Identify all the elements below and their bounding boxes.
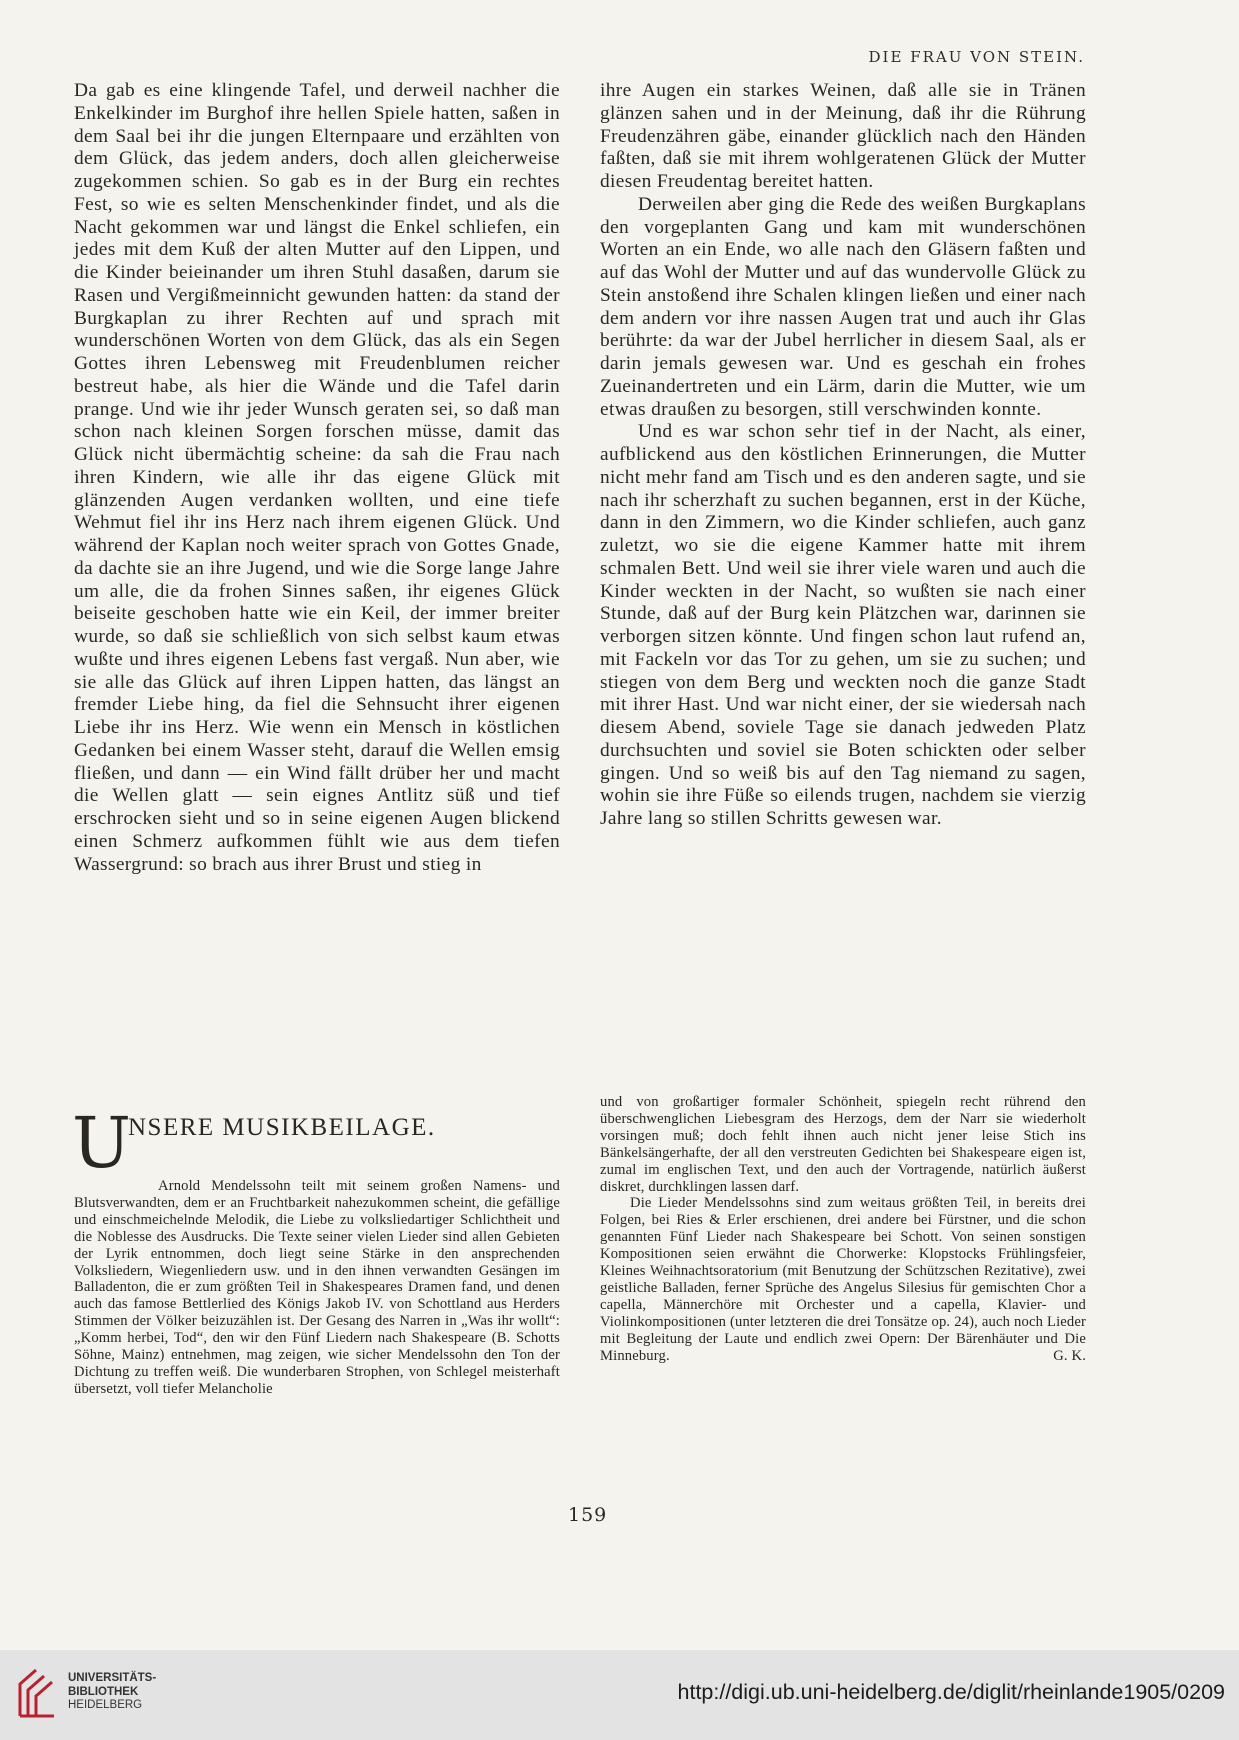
story-paragraph: Und es war schon sehr tief in der Nacht, als einer, aufblickend aus den köstlichen Erinnerungen, die Mutter nicht mehr fand am Tisch und es den anderen sagte, und sie nach ihr scherzhaft zu suchen begannen, erst in der Küche, dann in den Zimmern, wo die Kinder schliefen, auch ganz zuletzt, wo sie die eigene Kammer hatte mit ihrem schmalen Bett. Und weil sie ihrer viele waren und auch die Kinder weckten in der Nacht, so wußten sie nach einer Stunde, daß auf der Burg kein Plätzchen war, darinnen sie verborgen sitzen könnte. Und fingen schon laut rufend an, mit Fackeln vor das Tor zu gehen, um sie zu suchen; und stiegen von dem Berg und weckten noch die ganze Stadt mit ihrer Hast. Und war nicht einer, der sie wiedersah nach diesem Abend, soviele Tage sie danach jedweden Platz durchsuchten und soviel sie Boten schickten oder selber gingen. Und so weiß bis auf den Tag niemand zu sagen, wohin sie ihre Füße so eilends trugen, nachdem sie vierzig Jahre lang so stillen Schritts gewesen war.	[600, 421, 1086, 829]
library-name-line: HEIDELBERG	[68, 1699, 143, 1711]
page-number: 159	[568, 1504, 608, 1526]
story-paragraph: Derweilen aber ging die Rede des weißen Burgkaplans den vorgeplanten Gang und kam mit wunderschönen Worten an ein Ende, wo alle nach den Gläsern faßten und auf das Wohl der Mutter und auf das wundervolle Glück zu Stein anstoßend ihre Schalen klingen ließen und einer nach dem andern vor ihre nassen Augen trat und auch ihr Glas berührte: da war der Jubel herrlicher in diesem Saal, als er darin jemals gewesen war. Und es geschah ein frohes Zueinandertreten und ein Lärm, darin die Mutter, wie um etwas draußen zu besorgen, still verschwinden konnte.	[600, 193, 1086, 420]
author-signature: G. K.	[1053, 1347, 1086, 1364]
library-name-line: BIBLIOTHEK	[68, 1685, 139, 1698]
music-left-column	[72, 1102, 560, 1398]
music-paragraph-text: Die Lieder Mendelssohns sind zum weitaus größten Teil, in bereits drei Folgen, bei Ries & Erler erschienen, drei andere bei Fürstner, und die schon genannten Fünf Lieder nach Shakespeare bei Schott. Von seinen sonstigen Kompositionen seien erwähnt die Chorwerke: Klopstocks Frühlingsfeier, Kleines Weihnachtsoratorium (mit Benutzung der Schützschen Rezitative), zwei geistliche Balladen, ferner Sprüche des Angelus Silesius für gemischten Chor a capella, Männerchöre mit Orchester und a capella, Klavier- und Violinkompositionen (unter letzteren die drei Tonsätze op. 24), auch noch Lieder mit Begleitung der Laute und endlich zwei Opern: Der Bärenhäuter und Die Minneburg.	[600, 1195, 1086, 1364]
music-paragraph: und von großartiger formaler Schönheit, spiegeln recht rührend den überschwenglichen Liebesgram des Herzogs, dem der Narr sie wiederholt vorsingen muß; doch fehlt ihnen auch nicht jener leise Stich ins Bänkelsängerhafte, der all den verstreuten Gedichten bei Shakespeare eigen ist, zumal im englischen Text, und den auch der Vortragende, natürlich äußerst diskret, durchklingen lassen darf.	[600, 1094, 1086, 1195]
story-left-column	[74, 80, 560, 876]
footer-bar	[0, 1650, 1239, 1740]
library-logo-icon	[14, 1664, 60, 1720]
story-paragraph: ihre Augen ein starkes Weinen, daß alle sie in Tränen glänzen sahen und in der Meinung, daß ihr die Rührung Freudenzähren gäbe, einander glücklich nach den Händen faßten, daß sie mit ihrem wohlgeratenen Glück der Mutter diesen Freudentag bereitet hatten.	[600, 80, 1086, 192]
drop-cap: U	[72, 1102, 132, 1184]
library-name	[68, 1672, 156, 1713]
story-paragraph: Da gab es eine klingende Tafel, und derweil nachher die Enkelkinder im Burghof ihre hellen Spiele hatten, saßen in dem Saal bei ihr die jungen Elternpaare und erzählten von dem Glück, das jedem anders, doch allen gleicherweise zugekommen schien. So gab es in der Burg ein rechtes Fest, so wie es selten Menschenkinder findet, und als die Nacht gekommen war und längst die Enkel schliefen, ein jedes mit dem Kuß der alten Mutter auf den Lippen, und die Kinder beieinander um ihren Stuhl dasaßen, darum sie Rasen und Vergißmeinnicht gewunden hatten: da stand der Burgkaplan zu ihrer Rechten auf und sprach mit wunderschönen Worten von dem Glück, das als ein Segen Gottes ihren Lebensweg mit Freudenblumen reicher bestreut habe, als hier die Wände und die Tafel darin prange. Und wie ihr jeder Wunsch geraten sei, so daß man schon nach kleinen Sorgen forschen müsse, damit das Glück nicht übermächtig scheine: da sah die Frau nach ihren Kindern, wie alle ihr das eigene Glück mit glänzenden Augen verdanken wollten, und eine tiefe Wehmut fiel ihr ins Herz nach ihrem eigenen Glück. Und während der Kaplan noch weiter sprach von Gottes Gnade, da dachte sie an ihre Jugend, und wie die Sorge lange Jahre um alle, die da frohen Sinnes saßen, ihr eigenes Glück beiseite geschoben hatte wie ein Keil, der immer breiter wurde, so daß sie schließlich von sich selbst kaum etwas wußte und ihres eigenen Lebens fast vergaß. Nun aber, wie sie alle das Glück auf ihren Lippen hatten, das längst an fremder Liebe hing, da fiel die Sehnsucht ihrer eigenen Liebe ihr ins Herz. Wie wenn ein Mensch in köstlichen Gedanken bei einem Wasser steht, darauf die Wellen emsig fließen, und dann — ein Wind fällt drüber her und macht die Wellen glatt — sein eignes Antlitz süß und tief erschrocken sieht und so in seine eigenen Augen blickend einen Schmerz aufkommen fühlt wie aus dem tiefen Wassergrund: so brach aus ihrer Brust und stieg in	[74, 80, 560, 875]
library-name-line: UNIVERSITÄTS-	[68, 1672, 157, 1684]
section-heading	[72, 1102, 560, 1184]
music-paragraph	[600, 1195, 1086, 1364]
source-url-link[interactable]: http://digi.ub.uni-heidelberg.de/diglit/rheinlande1905/0209	[677, 1680, 1225, 1704]
story-right-column	[600, 80, 1086, 831]
running-head: DIE FRAU VON STEIN.	[868, 48, 1085, 66]
music-right-column	[600, 1094, 1086, 1365]
section-title: NSERE MUSIKBEILAGE.	[128, 1114, 436, 1141]
music-paragraph: Arnold Mendelssohn teilt mit seinem großen Namens- und Blutsverwandten, dem er an Fruchtbarkeit nahezukommen scheint, die gefällige und einschmeichelnde Melodik, die Liebe zu volksliedartiger Schlichtheit und die Noblesse des Ausdrucks. Die Texte seiner vielen Lieder sind allen Gebieten der Lyrik entnommen, doch liegt seine Stärke in den ansprechenden Volksliedern, Wiegenliedern usw. und in den ihnen verwandten Gesängen im Balladenton, die er zum größten Teil in Shakespeares Dramen fand, und denen auch das famose Bettlerlied des Königs Jakob IV. von Schottland aus Herders Stimmen der Völker beizuzählen ist. Der Gesang des Narren in „Was ihr wollt“: „Komm herbei, Tod“, den wir den Fünf Liedern nach Shakespeare (B. Schotts Söhne, Mainz) entnehmen, mag zeigen, wie sicher Mendelssohn den Ton der Dichtung zu treffen weiß. Die wunderbaren Strophen, von Schlegel meisterhaft übersetzt, voll tiefer Melancholie	[74, 1178, 560, 1397]
